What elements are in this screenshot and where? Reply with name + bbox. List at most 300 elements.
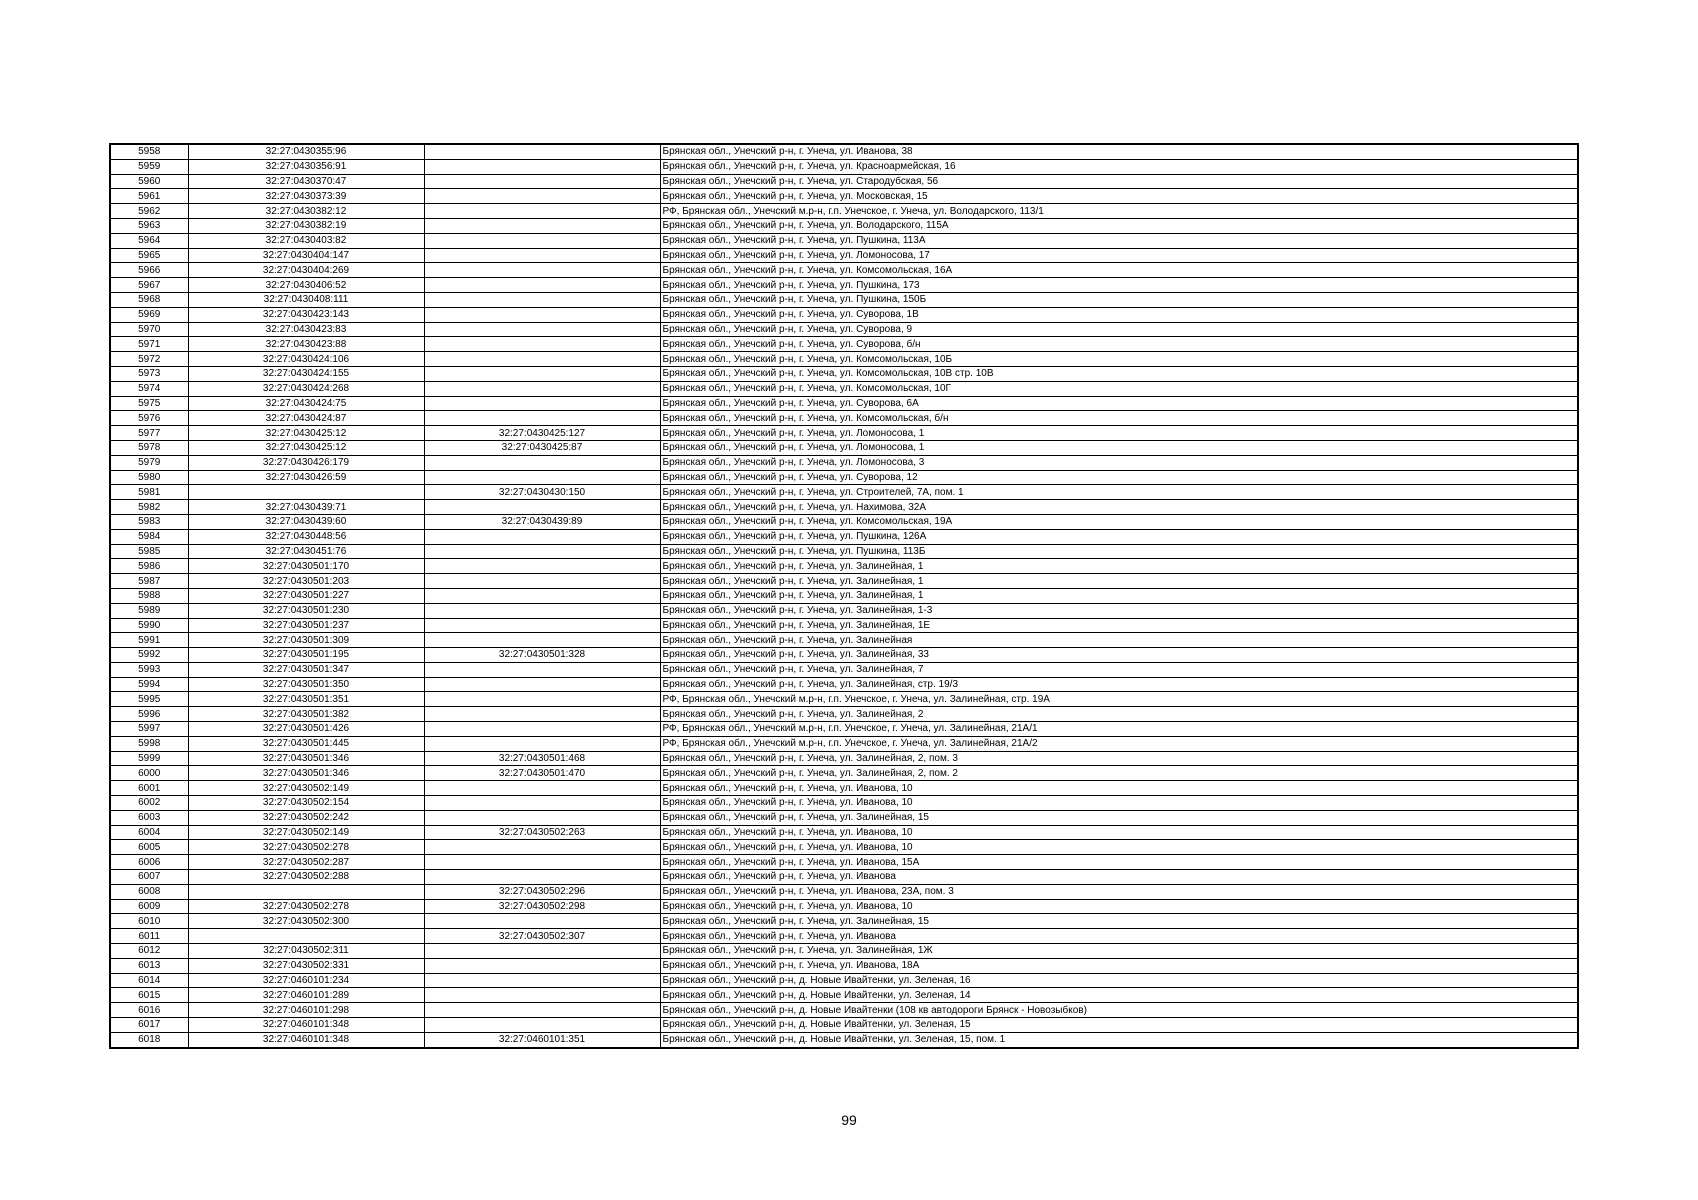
address-cell: Брянская обл., Унечский р-н, г. Унеча, ул. Комсомольская, 16А [660,263,1578,278]
object-cadastral-number-cell [424,914,660,929]
land-cadastral-number-cell: 32:27:0430404:147 [188,248,424,263]
address-cell: РФ, Брянская обл., Унечский м.р-н, г.п. Унечское, г. Унеча, ул. Залинейная, 21А/1 [660,722,1578,737]
address-cell: Брянская обл., Унечский р-н, г. Унеча, ул. Иванова, 10 [660,840,1578,855]
land-cadastral-number-cell [188,884,424,899]
address-cell: Брянская обл., Унечский р-н, г. Унеча, ул. Иванова, 10 [660,825,1578,840]
land-cadastral-number-cell: 32:27:0430423:143 [188,307,424,322]
table-row [110,218,1578,233]
table-row [110,1032,1578,1047]
table-row [110,204,1578,219]
land-cadastral-number-cell: 32:27:0430502:149 [188,781,424,796]
table-row [110,840,1578,855]
address-cell: Брянская обл., Унечский р-н, г. Унеча, ул. Залинейная, 33 [660,648,1578,663]
object-cadastral-number-cell [424,958,660,973]
land-cadastral-number-cell: 32:27:0430404:269 [188,263,424,278]
land-cadastral-number-cell: 32:27:0430423:83 [188,322,424,337]
table-row [110,796,1578,811]
address-cell: Брянская обл., Унечский р-н, г. Унеча, ул. Комсомольская, 10В стр. 10В [660,366,1578,381]
row-number-cell: 5965 [110,248,188,263]
address-cell: Брянская обл., Унечский р-н, г. Унеча, ул. Иванова, 10 [660,781,1578,796]
object-cadastral-number-cell [424,707,660,722]
row-number-cell: 5961 [110,189,188,204]
table-row [110,144,1578,159]
address-cell: Брянская обл., Унечский р-н, г. Унеча, ул. Залинейная, 15 [660,914,1578,929]
row-number-cell: 6011 [110,929,188,944]
row-number-cell: 5989 [110,603,188,618]
land-cadastral-number-cell: 32:27:0460101:289 [188,988,424,1003]
row-number-cell: 5979 [110,455,188,470]
land-cadastral-number-cell: 32:27:0430426:179 [188,455,424,470]
address-cell: Брянская обл., Унечский р-н, г. Унеча, ул. Иванова, 15А [660,855,1578,870]
land-cadastral-number-cell: 32:27:0430501:382 [188,707,424,722]
object-cadastral-number-cell: 32:27:0430502:307 [424,929,660,944]
row-number-cell: 5977 [110,426,188,441]
land-cadastral-number-cell: 32:27:0430423:88 [188,337,424,352]
address-cell: Брянская обл., Унечский р-н, г. Унеча, ул. Ломоносова, 3 [660,455,1578,470]
land-cadastral-number-cell: 32:27:0430425:12 [188,440,424,455]
table-row [110,574,1578,589]
object-cadastral-number-cell [424,411,660,426]
land-cadastral-number-cell: 32:27:0430424:75 [188,396,424,411]
address-cell: Брянская обл., Унечский р-н, г. Унеча, ул. Суворова, 1В [660,307,1578,322]
row-number-cell: 5958 [110,144,188,159]
address-cell: Брянская обл., Унечский р-н, г. Унеча, ул. Пушкина, 173 [660,278,1578,293]
row-number-cell: 5983 [110,514,188,529]
object-cadastral-number-cell [424,204,660,219]
object-cadastral-number-cell: 32:27:0430501:470 [424,766,660,781]
object-cadastral-number-cell: 32:27:0430425:87 [424,440,660,455]
row-number-cell: 5995 [110,692,188,707]
address-cell: Брянская обл., Унечский р-н, г. Унеча, ул. Суворова, 12 [660,470,1578,485]
land-cadastral-number-cell: 32:27:0460101:348 [188,1032,424,1047]
register-table-container [109,143,1577,1049]
object-cadastral-number-cell: 32:27:0430502:298 [424,899,660,914]
object-cadastral-number-cell [424,174,660,189]
row-number-cell: 5992 [110,648,188,663]
address-cell: Брянская обл., Унечский р-н, г. Унеча, ул. Московская, 15 [660,189,1578,204]
object-cadastral-number-cell [424,574,660,589]
row-number-cell: 6004 [110,825,188,840]
land-cadastral-number-cell: 32:27:0430370:47 [188,174,424,189]
land-cadastral-number-cell: 32:27:0430502:278 [188,899,424,914]
row-number-cell: 6005 [110,840,188,855]
table-row [110,855,1578,870]
object-cadastral-number-cell [424,618,660,633]
row-number-cell: 5994 [110,677,188,692]
table-row [110,618,1578,633]
address-cell: Брянская обл., Унечский р-н, г. Унеча, ул. Иванова [660,929,1578,944]
object-cadastral-number-cell: 32:27:0430502:296 [424,884,660,899]
row-number-cell: 5969 [110,307,188,322]
object-cadastral-number-cell [424,529,660,544]
table-row [110,366,1578,381]
address-cell: Брянская обл., Унечский р-н, г. Унеча, ул. Иванова [660,870,1578,885]
table-row [110,603,1578,618]
address-cell: РФ, Брянская обл., Унечский м.р-н, г.п. Унечское, г. Унеча, ул. Залинейная, 21А/2 [660,736,1578,751]
row-number-cell: 6017 [110,1018,188,1033]
table-row [110,648,1578,663]
land-cadastral-number-cell: 32:27:0430356:91 [188,159,424,174]
address-cell: РФ, Брянская обл., Унечский м.р-н, г.п. Унечское, г. Унеча, ул. Залинейная, стр. 19А [660,692,1578,707]
table-row [110,322,1578,337]
table-row [110,707,1578,722]
row-number-cell: 6006 [110,855,188,870]
land-cadastral-number-cell: 32:27:0430424:106 [188,352,424,367]
row-number-cell: 6013 [110,958,188,973]
address-cell: Брянская обл., Унечский р-н, г. Унеча, ул. Иванова, 38 [660,144,1578,159]
address-cell: Брянская обл., Унечский р-н, г. Унеча, ул. Залинейная, 1Е [660,618,1578,633]
object-cadastral-number-cell [424,603,660,618]
object-cadastral-number-cell [424,988,660,1003]
row-number-cell: 6018 [110,1032,188,1047]
object-cadastral-number-cell: 32:27:0430501:328 [424,648,660,663]
land-cadastral-number-cell: 32:27:0430501:346 [188,751,424,766]
table-row [110,396,1578,411]
row-number-cell: 6003 [110,810,188,825]
land-cadastral-number-cell: 32:27:0430501:237 [188,618,424,633]
land-cadastral-number-cell: 32:27:0430502:149 [188,825,424,840]
row-number-cell: 5988 [110,588,188,603]
land-cadastral-number-cell: 32:27:0430448:56 [188,529,424,544]
land-cadastral-number-cell: 32:27:0430373:39 [188,189,424,204]
address-cell: Брянская обл., Унечский р-н, г. Унеча, ул. Ломоносова, 17 [660,248,1578,263]
table-row [110,189,1578,204]
row-number-cell: 6016 [110,1003,188,1018]
object-cadastral-number-cell [424,559,660,574]
table-row [110,470,1578,485]
land-cadastral-number-cell: 32:27:0460101:234 [188,973,424,988]
land-cadastral-number-cell: 32:27:0430406:52 [188,278,424,293]
object-cadastral-number-cell: 32:27:0430501:468 [424,751,660,766]
table-row [110,381,1578,396]
land-cadastral-number-cell: 32:27:0430502:331 [188,958,424,973]
land-cadastral-number-cell: 32:27:0460101:348 [188,1018,424,1033]
address-cell: Брянская обл., Унечский р-н, г. Унеча, ул. Пушкина, 126А [660,529,1578,544]
address-cell: Брянская обл., Унечский р-н, г. Унеча, ул. Залинейная, 7 [660,662,1578,677]
row-number-cell: 5984 [110,529,188,544]
table-row [110,233,1578,248]
object-cadastral-number-cell [424,736,660,751]
object-cadastral-number-cell [424,381,660,396]
register-table-body [110,144,1578,1048]
address-cell: Брянская обл., Унечский р-н, г. Унеча, ул. Залинейная, 1 [660,574,1578,589]
row-number-cell: 5980 [110,470,188,485]
table-row [110,440,1578,455]
address-cell: Брянская обл., Унечский р-н, г. Унеча, ул. Пушкина, 113А [660,233,1578,248]
address-cell: Брянская обл., Унечский р-н, г. Унеча, ул. Залинейная, 2 [660,707,1578,722]
row-number-cell: 6014 [110,973,188,988]
address-cell: Брянская обл., Унечский р-н, г. Унеча, ул. Иванова, 23А, пом. 3 [660,884,1578,899]
table-row [110,929,1578,944]
object-cadastral-number-cell [424,500,660,515]
land-cadastral-number-cell: 32:27:0430355:96 [188,144,424,159]
land-cadastral-number-cell: 32:27:0430501:346 [188,766,424,781]
table-row [110,263,1578,278]
object-cadastral-number-cell [424,470,660,485]
object-cadastral-number-cell [424,189,660,204]
address-cell: Брянская обл., Унечский р-н, г. Унеча, ул. Иванова, 10 [660,899,1578,914]
address-cell: Брянская обл., Унечский р-н, г. Унеча, ул. Суворова, 6А [660,396,1578,411]
land-cadastral-number-cell: 32:27:0430502:154 [188,796,424,811]
table-row [110,899,1578,914]
object-cadastral-number-cell [424,337,660,352]
row-number-cell: 5993 [110,662,188,677]
address-cell: Брянская обл., Унечский р-н, г. Унеча, ул. Суворова, 9 [660,322,1578,337]
table-row [110,500,1578,515]
row-number-cell: 5970 [110,322,188,337]
row-number-cell: 5999 [110,751,188,766]
object-cadastral-number-cell [424,292,660,307]
row-number-cell: 6001 [110,781,188,796]
table-row [110,988,1578,1003]
row-number-cell: 5975 [110,396,188,411]
table-row [110,825,1578,840]
table-row [110,677,1578,692]
land-cadastral-number-cell: 32:27:0430502:288 [188,870,424,885]
table-row [110,884,1578,899]
land-cadastral-number-cell: 32:27:0430424:268 [188,381,424,396]
land-cadastral-number-cell: 32:27:0430451:76 [188,544,424,559]
land-cadastral-number-cell: 32:27:0430501:351 [188,692,424,707]
object-cadastral-number-cell [424,278,660,293]
address-cell: Брянская обл., Унечский р-н, г. Унеча, ул. Залинейная, стр. 19/3 [660,677,1578,692]
table-row [110,781,1578,796]
land-cadastral-number-cell: 32:27:0430439:60 [188,514,424,529]
address-cell: Брянская обл., Унечский р-н, г. Унеча, ул. Залинейная, 1Ж [660,944,1578,959]
address-cell: Брянская обл., Унечский р-н, г. Унеча, ул. Иванова, 18А [660,958,1578,973]
row-number-cell: 6008 [110,884,188,899]
address-cell: Брянская обл., Унечский р-н, г. Унеча, ул. Стародубская, 56 [660,174,1578,189]
table-row [110,514,1578,529]
object-cadastral-number-cell [424,248,660,263]
land-cadastral-number-cell: 32:27:0430501:203 [188,574,424,589]
table-row [110,633,1578,648]
object-cadastral-number-cell [424,1003,660,1018]
object-cadastral-number-cell [424,855,660,870]
object-cadastral-number-cell [424,588,660,603]
row-number-cell: 5990 [110,618,188,633]
object-cadastral-number-cell [424,633,660,648]
object-cadastral-number-cell: 32:27:0430425:127 [424,426,660,441]
land-cadastral-number-cell: 32:27:0430501:170 [188,559,424,574]
row-number-cell: 5962 [110,204,188,219]
land-cadastral-number-cell [188,929,424,944]
land-cadastral-number-cell: 32:27:0430424:87 [188,411,424,426]
object-cadastral-number-cell [424,662,660,677]
register-table [109,143,1579,1049]
address-cell: Брянская обл., Унечский р-н, г. Унеча, ул. Залинейная, 2, пом. 3 [660,751,1578,766]
object-cadastral-number-cell [424,973,660,988]
row-number-cell: 5996 [110,707,188,722]
table-row [110,174,1578,189]
land-cadastral-number-cell: 32:27:0430502:242 [188,810,424,825]
table-row [110,159,1578,174]
row-number-cell: 5964 [110,233,188,248]
row-number-cell: 6002 [110,796,188,811]
object-cadastral-number-cell [424,840,660,855]
land-cadastral-number-cell: 32:27:0430426:59 [188,470,424,485]
object-cadastral-number-cell [424,307,660,322]
row-number-cell: 5963 [110,218,188,233]
address-cell: Брянская обл., Унечский р-н, г. Унеча, ул. Красноармейская, 16 [660,159,1578,174]
land-cadastral-number-cell: 32:27:0430439:71 [188,500,424,515]
table-row [110,1003,1578,1018]
table-row [110,278,1578,293]
row-number-cell: 5981 [110,485,188,500]
object-cadastral-number-cell [424,352,660,367]
row-number-cell: 5972 [110,352,188,367]
address-cell: Брянская обл., Унечский р-н, г. Унеча, ул. Володарского, 115А [660,218,1578,233]
address-cell: Брянская обл., Унечский р-н, д. Новые Ивайтенки (108 кв автодороги Брянск - Новозыбков) [660,1003,1578,1018]
address-cell: Брянская обл., Унечский р-н, г. Унеча, ул. Пушкина, 150Б [660,292,1578,307]
row-number-cell: 6000 [110,766,188,781]
land-cadastral-number-cell: 32:27:0430501:350 [188,677,424,692]
table-row [110,248,1578,263]
table-row [110,1018,1578,1033]
land-cadastral-number-cell: 32:27:0430382:19 [188,218,424,233]
land-cadastral-number-cell [188,485,424,500]
object-cadastral-number-cell: 32:27:0460101:351 [424,1032,660,1047]
row-number-cell: 5973 [110,366,188,381]
object-cadastral-number-cell [424,944,660,959]
table-row [110,692,1578,707]
land-cadastral-number-cell: 32:27:0430502:311 [188,944,424,959]
row-number-cell: 5967 [110,278,188,293]
object-cadastral-number-cell [424,233,660,248]
object-cadastral-number-cell [424,322,660,337]
row-number-cell: 5986 [110,559,188,574]
row-number-cell: 5978 [110,440,188,455]
table-row [110,544,1578,559]
address-cell: Брянская обл., Унечский р-н, г. Унеча, ул. Пушкина, 113Б [660,544,1578,559]
address-cell: Брянская обл., Унечский р-н, г. Унеча, ул. Залинейная, 1 [660,559,1578,574]
table-row [110,337,1578,352]
table-row [110,958,1578,973]
table-row [110,722,1578,737]
table-row [110,292,1578,307]
address-cell: Брянская обл., Унечский р-н, г. Унеча, ул. Комсомольская, 10Б [660,352,1578,367]
address-cell: Брянская обл., Унечский р-н, г. Унеча, ул. Комсомольская, б/н [660,411,1578,426]
table-row [110,736,1578,751]
land-cadastral-number-cell: 32:27:0430502:278 [188,840,424,855]
object-cadastral-number-cell [424,781,660,796]
object-cadastral-number-cell [424,263,660,278]
row-number-cell: 5985 [110,544,188,559]
table-row [110,810,1578,825]
land-cadastral-number-cell: 32:27:0460101:298 [188,1003,424,1018]
row-number-cell: 5997 [110,722,188,737]
table-row [110,588,1578,603]
land-cadastral-number-cell: 32:27:0430501:227 [188,588,424,603]
land-cadastral-number-cell: 32:27:0430408:111 [188,292,424,307]
object-cadastral-number-cell [424,692,660,707]
object-cadastral-number-cell [424,677,660,692]
row-number-cell: 6010 [110,914,188,929]
row-number-cell: 5974 [110,381,188,396]
page-number: 99 [841,1112,857,1128]
object-cadastral-number-cell [424,159,660,174]
table-row [110,870,1578,885]
table-row [110,307,1578,322]
table-row [110,914,1578,929]
row-number-cell: 5987 [110,574,188,589]
row-number-cell: 5982 [110,500,188,515]
land-cadastral-number-cell: 32:27:0430501:195 [188,648,424,663]
object-cadastral-number-cell [424,455,660,470]
row-number-cell: 5976 [110,411,188,426]
row-number-cell: 6012 [110,944,188,959]
object-cadastral-number-cell [424,144,660,159]
land-cadastral-number-cell: 32:27:0430501:309 [188,633,424,648]
land-cadastral-number-cell: 32:27:0430501:445 [188,736,424,751]
address-cell: Брянская обл., Унечский р-н, г. Унеча, ул. Нахимова, 32А [660,500,1578,515]
row-number-cell: 5971 [110,337,188,352]
land-cadastral-number-cell: 32:27:0430425:12 [188,426,424,441]
object-cadastral-number-cell [424,218,660,233]
address-cell: Брянская обл., Унечский р-н, д. Новые Ивайтенки, ул. Зеленая, 15 [660,1018,1578,1033]
land-cadastral-number-cell: 32:27:0430502:300 [188,914,424,929]
address-cell: Брянская обл., Унечский р-н, г. Унеча, ул. Комсомольская, 19А [660,514,1578,529]
table-row [110,426,1578,441]
table-row [110,662,1578,677]
land-cadastral-number-cell: 32:27:0430403:82 [188,233,424,248]
land-cadastral-number-cell: 32:27:0430501:426 [188,722,424,737]
address-cell: Брянская обл., Унечский р-н, г. Унеча, ул. Залинейная, 15 [660,810,1578,825]
table-row [110,559,1578,574]
object-cadastral-number-cell [424,1018,660,1033]
object-cadastral-number-cell: 32:27:0430502:263 [424,825,660,840]
address-cell: Брянская обл., Унечский р-н, д. Новые Ивайтенки, ул. Зеленая, 14 [660,988,1578,1003]
object-cadastral-number-cell: 32:27:0430439:89 [424,514,660,529]
land-cadastral-number-cell: 32:27:0430382:12 [188,204,424,219]
table-row [110,944,1578,959]
object-cadastral-number-cell [424,870,660,885]
object-cadastral-number-cell [424,366,660,381]
row-number-cell: 6009 [110,899,188,914]
address-cell: Брянская обл., Унечский р-н, г. Унеча, ул. Ломоносова, 1 [660,426,1578,441]
address-cell: РФ, Брянская обл., Унечский м.р-н, г.п. Унечское, г. Унеча, ул. Володарского, 113/1 [660,204,1578,219]
object-cadastral-number-cell [424,810,660,825]
table-row [110,455,1578,470]
address-cell: Брянская обл., Унечский р-н, г. Унеча, ул. Залинейная, 2, пом. 2 [660,766,1578,781]
land-cadastral-number-cell: 32:27:0430501:347 [188,662,424,677]
object-cadastral-number-cell [424,796,660,811]
address-cell: Брянская обл., Унечский р-н, г. Унеча, ул. Ломоносова, 1 [660,440,1578,455]
table-row [110,352,1578,367]
address-cell: Брянская обл., Унечский р-н, г. Унеча, ул. Иванова, 10 [660,796,1578,811]
object-cadastral-number-cell [424,544,660,559]
row-number-cell: 5998 [110,736,188,751]
land-cadastral-number-cell: 32:27:0430424:155 [188,366,424,381]
address-cell: Брянская обл., Унечский р-н, г. Унеча, ул. Комсомольская, 10Г [660,381,1578,396]
address-cell: Брянская обл., Унечский р-н, г. Унеча, ул. Строителей, 7А, пом. 1 [660,485,1578,500]
table-row [110,485,1578,500]
address-cell: Брянская обл., Унечский р-н, д. Новые Ивайтенки, ул. Зеленая, 15, пом. 1 [660,1032,1578,1047]
table-row [110,411,1578,426]
row-number-cell: 6007 [110,870,188,885]
address-cell: Брянская обл., Унечский р-н, г. Унеча, ул. Залинейная, 1 [660,588,1578,603]
row-number-cell: 5959 [110,159,188,174]
address-cell: Брянская обл., Унечский р-н, г. Унеча, ул. Залинейная, 1-3 [660,603,1578,618]
object-cadastral-number-cell [424,396,660,411]
table-row [110,973,1578,988]
address-cell: Брянская обл., Унечский р-н, г. Унеча, ул. Залинейная [660,633,1578,648]
address-cell: Брянская обл., Унечский р-н, г. Унеча, ул. Суворова, б/н [660,337,1578,352]
row-number-cell: 5966 [110,263,188,278]
row-number-cell: 6015 [110,988,188,1003]
land-cadastral-number-cell: 32:27:0430501:230 [188,603,424,618]
row-number-cell: 5968 [110,292,188,307]
